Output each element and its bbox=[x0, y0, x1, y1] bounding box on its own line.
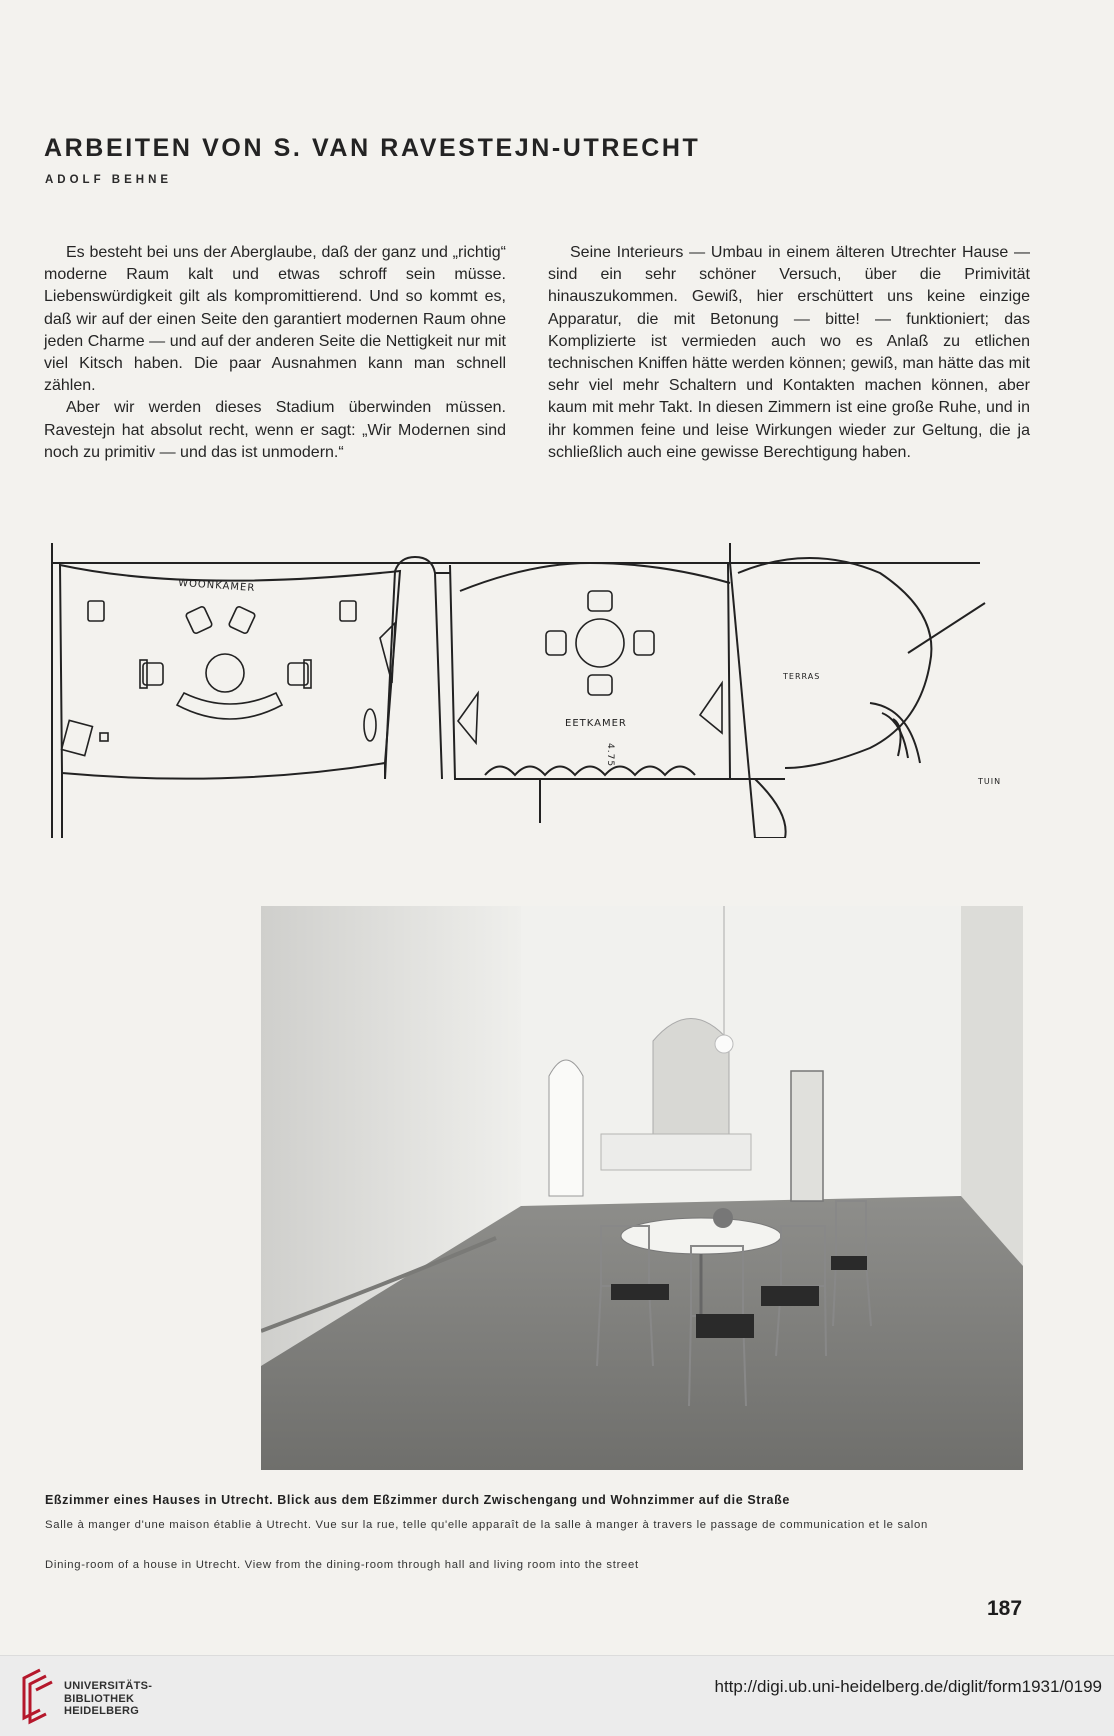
article-author: ADOLF BEHNE bbox=[45, 174, 173, 186]
caption-french: Salle à manger d'une maison établie à Utrecht. Vue sur la rue, telle qu'elle apparaît de la salle à manger à travers le passage de communication et le salon bbox=[45, 1519, 928, 1531]
library-name-line: BIBLIOTHEK bbox=[64, 1692, 135, 1705]
label-dimension: 4.75 bbox=[605, 743, 615, 768]
label-eetkamer: EETKAMER bbox=[565, 718, 627, 729]
dining-room-photo bbox=[261, 906, 1023, 1470]
caption-english: Dining-room of a house in Utrecht. View from the dining-room through hall and living room into the street bbox=[45, 1559, 639, 1571]
article-title: ARBEITEN VON S. VAN RAVESTEJN-UTRECHT bbox=[44, 134, 701, 162]
library-footer bbox=[0, 1655, 1114, 1736]
label-woonkamer: WOONKAMER bbox=[177, 577, 256, 595]
body-column-right bbox=[548, 242, 1030, 464]
body-column-left bbox=[44, 242, 506, 464]
floor-plan bbox=[50, 543, 1020, 838]
source-url[interactable]: http://digi.ub.uni-heidelberg.de/diglit/form1931/0199 bbox=[714, 1677, 1102, 1696]
paragraph: Aber wir werden dieses Stadium überwinden müssen. Ravestejn hat absolut recht, wenn er sagt: „Wir Modernen sind noch zu primitiv — und das ist unmodern.“ bbox=[44, 399, 506, 461]
label-terras: TERRAS bbox=[783, 672, 821, 681]
library-name bbox=[64, 1680, 152, 1718]
paragraph: Seine Interieurs — Umbau in einem älteren Utrechter Hause — sind ein sehr schöner Versuch, über die Primivität hinauszukommen. Gewiß, hier erschüttert uns keine einzige Apparatur, die mit Betonung — bitte! — funktioniert; das Komplizierte ist vermieden auch wo es Anlaß zu etlichen technischen Kniffen hätte werden können; gewiß, man hätte das mit sehr viel mehr Schaltern und Kontakten machen können, aber kaum mit mehr Takt. In diesen Zimmern ist eine große Ruhe, und in ihr kommen feine und leise Wirkungen wieder zur Geltung, die ja schließlich auch eine gewisse Berechtigung haben. bbox=[548, 244, 1030, 461]
library-name-line: HEIDELBERG bbox=[64, 1705, 140, 1717]
paragraph: Es besteht bei uns der Aberglaube, daß der ganz und „richtig“ moderne Raum kalt und etwas schroff sein müsse. Liebenswürdigkeit gilt als kompromittierend. Und so kommt es, daß wir auf der einen Seite den garantiert modernen Raum ohne jeden Charme — und auf der anderen Seite die Nettigkeit nur mit viel Kitsch haben. Die paar Ausnahmen kann man schnell zählen. bbox=[44, 244, 506, 395]
library-logo-icon bbox=[10, 1664, 58, 1726]
library-name-line: UNIVERSITÄTS- bbox=[64, 1680, 153, 1692]
caption-german: Eßzimmer eines Hauses in Utrecht. Blick aus dem Eßzimmer durch Zwischengang und Wohnzimmer auf die Straße bbox=[45, 1493, 790, 1507]
label-tuin: TUIN bbox=[978, 777, 1002, 786]
page-number: 187 bbox=[987, 1597, 1023, 1620]
